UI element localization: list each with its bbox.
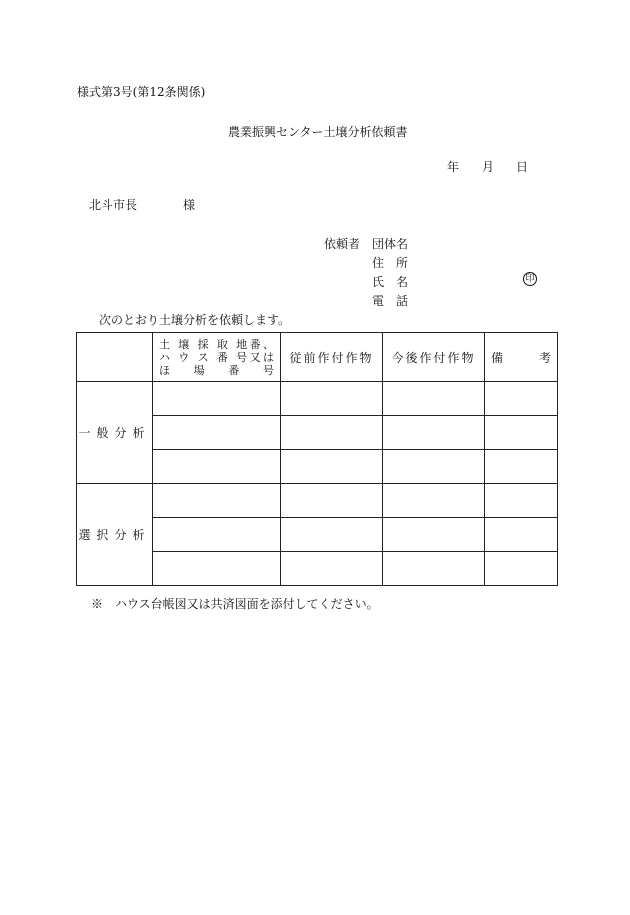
cell-location[interactable] — [153, 518, 281, 552]
addressee-honorific: 様 — [183, 198, 196, 212]
cell-next-crop[interactable] — [383, 416, 485, 450]
cell-next-crop[interactable] — [383, 450, 485, 484]
cell-previous-crop[interactable] — [281, 382, 383, 416]
cell-previous-crop[interactable] — [281, 416, 383, 450]
cell-remarks[interactable] — [485, 450, 558, 484]
cell-remarks[interactable] — [485, 552, 558, 586]
cell-location[interactable] — [153, 382, 281, 416]
requester-name-label: 氏 名 — [372, 275, 409, 289]
row-label-selective: 選択分析 — [77, 484, 153, 586]
requester-address-label: 住 所 — [372, 256, 409, 270]
cell-location[interactable] — [153, 484, 281, 518]
cell-remarks[interactable] — [485, 518, 558, 552]
intro-text: 次のとおり土壌分析を依頼します。 — [99, 313, 291, 327]
table-header-row — [77, 333, 558, 382]
table-row — [77, 382, 558, 416]
seal-mark: 印 — [523, 272, 537, 286]
cell-location[interactable] — [153, 450, 281, 484]
requester-org-label: 団体名 — [372, 237, 409, 251]
attachment-note: ※ ハウス台帳図又は共済図面を添付してください。 — [91, 597, 379, 611]
requester-phone-label: 電 話 — [372, 294, 409, 308]
cell-next-crop[interactable] — [383, 552, 485, 586]
form-number: 様式第3号(第12条関係) — [77, 85, 206, 99]
cell-remarks[interactable] — [485, 484, 558, 518]
cell-remarks[interactable] — [485, 382, 558, 416]
cell-previous-crop[interactable] — [281, 484, 383, 518]
document-title: 農業振興センター土壌分析依頼書 — [228, 125, 408, 139]
cell-previous-crop[interactable] — [281, 552, 383, 586]
cell-next-crop[interactable] — [383, 518, 485, 552]
row-label-general: 一般分析 — [77, 382, 153, 484]
cell-previous-crop[interactable] — [281, 450, 383, 484]
cell-location[interactable] — [153, 416, 281, 450]
header-location: 土 壌 採 取 地番、 ハ ウ ス 番 号又は ほ 場 番 号 — [153, 333, 281, 382]
table-row — [77, 484, 558, 518]
analysis-table — [76, 332, 558, 586]
cell-remarks[interactable] — [485, 416, 558, 450]
addressee-name: 北斗市長 — [89, 198, 138, 212]
cell-next-crop[interactable] — [383, 484, 485, 518]
corner-cell — [77, 333, 153, 382]
date-year-label: 年 — [447, 160, 460, 174]
header-previous-crop: 従前作付作物 — [281, 333, 383, 382]
cell-location[interactable] — [153, 552, 281, 586]
cell-previous-crop[interactable] — [281, 518, 383, 552]
date-day-label: 日 — [516, 160, 529, 174]
header-remarks: 備 考 — [485, 333, 558, 382]
cell-next-crop[interactable] — [383, 382, 485, 416]
requester-label: 依頼者 — [324, 237, 361, 251]
date-month-label: 月 — [482, 160, 495, 174]
header-next-crop: 今後作付作物 — [383, 333, 485, 382]
